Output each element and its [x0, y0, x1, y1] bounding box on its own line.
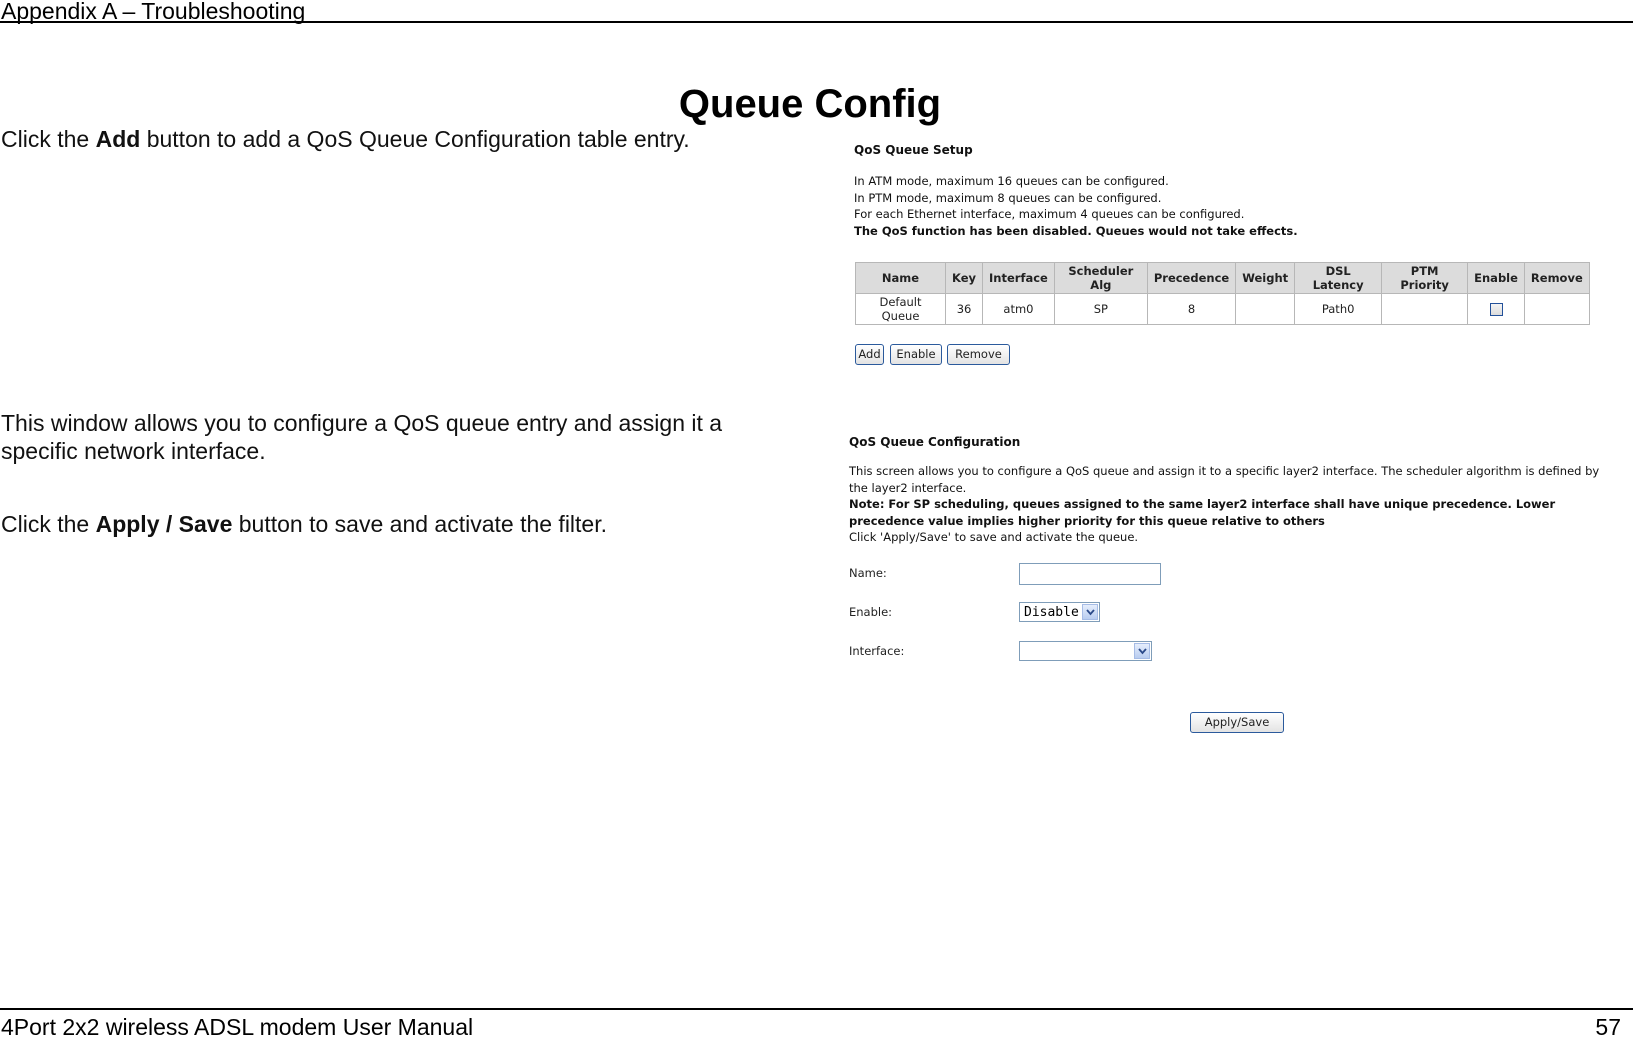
- remove-button[interactable]: Remove: [947, 344, 1010, 365]
- interface-label: Interface:: [849, 644, 905, 658]
- chevron-down-icon: [1082, 604, 1098, 620]
- table-row: [856, 294, 1590, 325]
- config-click-line: Click 'Apply/Save' to save and activate the queue.: [849, 530, 1139, 544]
- paragraph-add-bold: Add: [95, 126, 141, 152]
- enable-select-value: Disable: [1024, 605, 1079, 620]
- cell-key: 36: [946, 294, 983, 325]
- setup-line-ethernet: For each Ethernet interface, maximum 4 queues can be configured.: [854, 207, 1245, 221]
- setup-line-atm: In ATM mode, maximum 16 queues can be configured.: [854, 174, 1169, 188]
- running-header: Appendix A – Troubleshooting: [1, 0, 306, 24]
- paragraph-apply-bold: Apply / Save: [95, 511, 233, 537]
- footer-text: 4Port 2x2 wireless ADSL modem User Manual: [1, 1014, 474, 1040]
- paragraph-window-line1: This window allows you to configure a QoS queue entry and assign it a: [1, 410, 723, 436]
- queue-table-header-row: [856, 263, 1590, 294]
- col-enable: Enable: [1468, 263, 1525, 294]
- config-panel: [849, 435, 1599, 546]
- cell-scheduler: SP: [1054, 294, 1147, 325]
- col-remove: Remove: [1524, 263, 1589, 294]
- apply-save-button[interactable]: Apply/Save: [1190, 712, 1284, 733]
- page-number: 57: [1595, 1014, 1621, 1040]
- chevron-down-icon: [1134, 643, 1150, 659]
- header-rule: [0, 21, 1633, 23]
- config-note-line1: Note: For SP scheduling, queues assigned to the same layer2 interface shall have unique precedence. Lower: [849, 497, 1556, 511]
- cell-enable: [1468, 294, 1525, 325]
- col-scheduler: Scheduler Alg: [1054, 263, 1147, 294]
- setup-panel: [854, 143, 1298, 239]
- col-precedence: Precedence: [1147, 263, 1235, 294]
- enable-label: Enable:: [849, 605, 893, 619]
- paragraph-add-pre: Click the: [1, 126, 96, 152]
- config-desc-line1: This screen allows you to configure a QoS queue and assign it to a specific layer2 interface. The scheduler algorithm is defined by: [849, 464, 1600, 478]
- enable-checkbox[interactable]: [1490, 303, 1503, 316]
- enable-select[interactable]: [1019, 602, 1100, 622]
- cell-dsl-latency: Path0: [1295, 294, 1382, 325]
- col-dsl-latency: DSL Latency: [1295, 263, 1382, 294]
- config-desc-line2: the layer2 interface.: [849, 480, 967, 495]
- cell-weight: [1236, 294, 1295, 325]
- paragraph-apply: [1, 510, 607, 538]
- paragraph-apply-post: button to save and activate the filter.: [232, 511, 608, 537]
- paragraph-add-post: button to add a QoS Queue Configuration table entry.: [140, 126, 690, 152]
- queue-table: [855, 262, 1590, 325]
- cell-ptm-priority: [1382, 294, 1468, 325]
- paragraph-add: [1, 125, 690, 153]
- config-panel-title: QoS Queue Configuration: [849, 435, 1021, 449]
- setup-warning: The QoS function has been disabled. Queues would not take effects.: [854, 223, 1298, 238]
- config-note-line2: precedence value implies higher priority for this queue relative to others: [849, 513, 1325, 528]
- col-weight: Weight: [1236, 263, 1295, 294]
- page-title: Queue Config: [678, 82, 942, 126]
- paragraph-window: [1, 409, 722, 465]
- name-input[interactable]: [1019, 563, 1161, 585]
- footer-rule: [0, 1008, 1633, 1010]
- enable-button[interactable]: Enable: [890, 344, 942, 365]
- col-key: Key: [946, 263, 983, 294]
- setup-panel-title: QoS Queue Setup: [854, 143, 973, 157]
- cell-remove: [1524, 294, 1589, 325]
- paragraph-apply-pre: Click the: [1, 511, 96, 537]
- col-ptm-priority: PTM Priority: [1382, 263, 1468, 294]
- cell-precedence: 8: [1147, 294, 1235, 325]
- cell-interface: atm0: [983, 294, 1055, 325]
- name-label: Name:: [849, 566, 887, 580]
- paragraph-window-line2: specific network interface.: [1, 438, 266, 464]
- col-interface: Interface: [983, 263, 1055, 294]
- col-name: Name: [856, 263, 946, 294]
- setup-line-ptm: In PTM mode, maximum 8 queues can be configured.: [854, 190, 1162, 205]
- add-button[interactable]: Add: [855, 344, 884, 365]
- interface-select[interactable]: [1019, 641, 1152, 661]
- cell-name: Default Queue: [856, 294, 946, 325]
